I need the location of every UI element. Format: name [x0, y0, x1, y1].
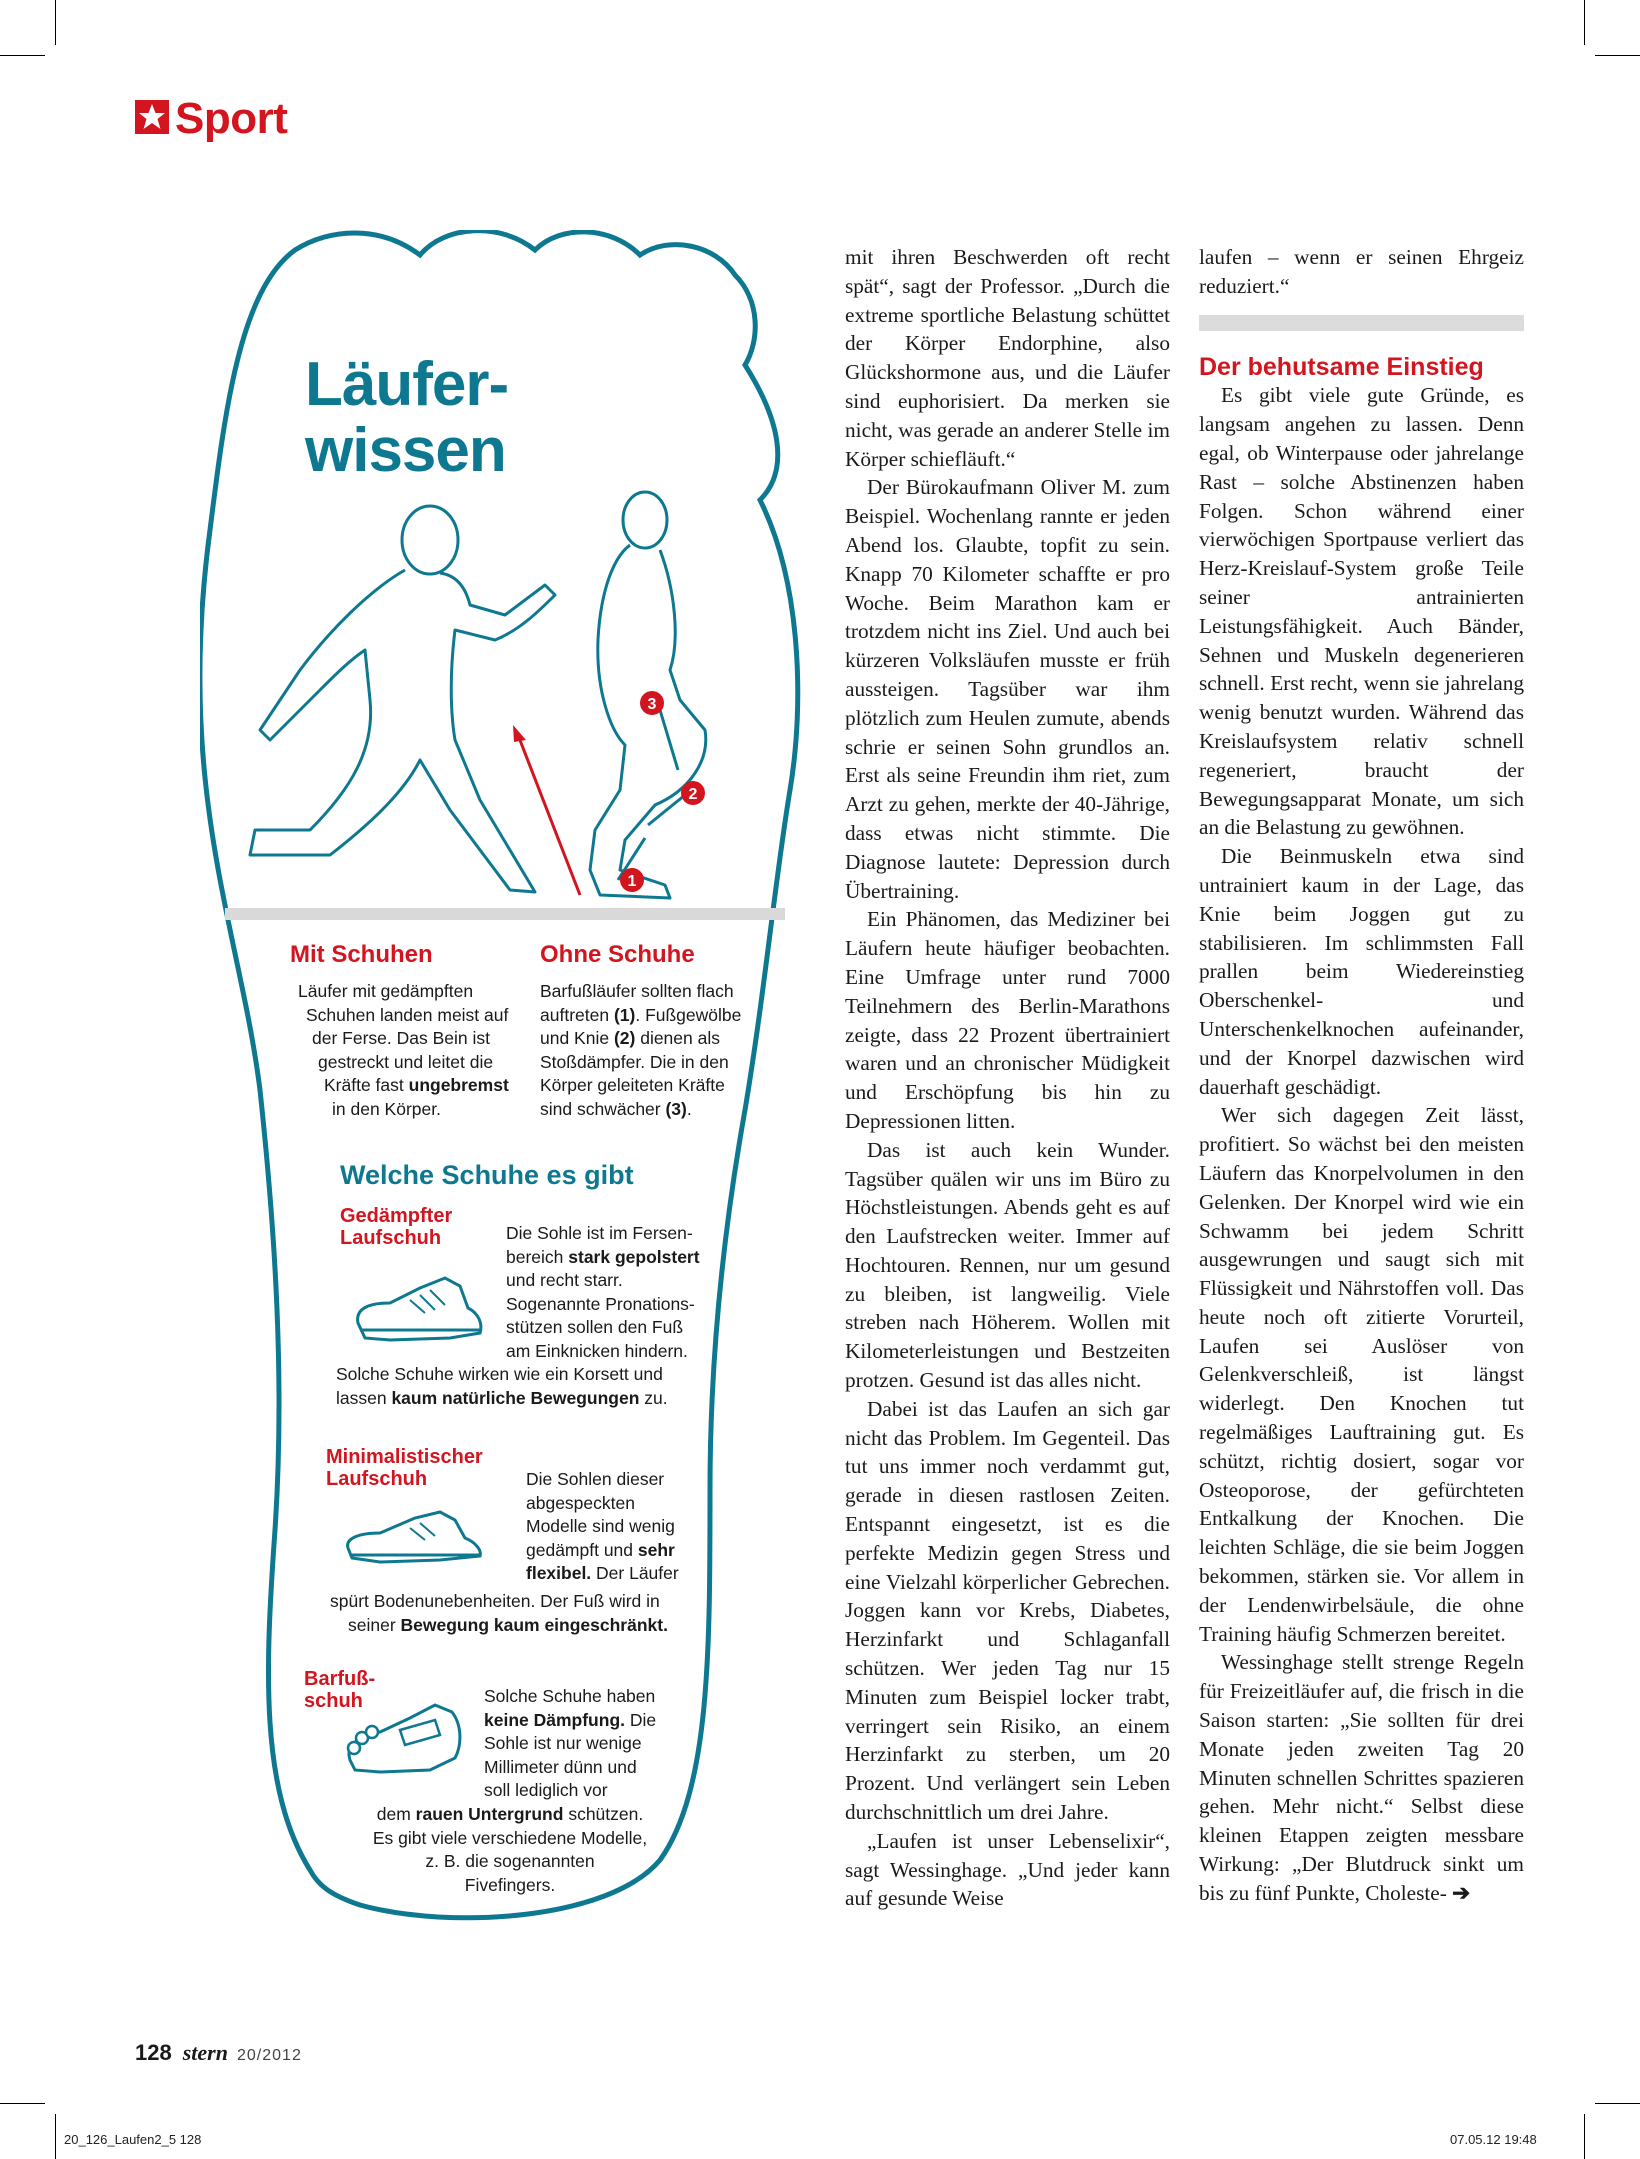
paragraph: Wer sich dagegen Zeit lässt, profitiert. So wächst bei den meisten Läufern das Knorpelvolumen in den Gelenken. Der Knorpel wird wie ein Schwamm bei jedem Schritt ausgewrungen und saugt sich mit Flüssigkeit und Nährstoffen voll. Das heute noch oft zitierte Vorurteil, Laufen sei Auslöser von Gelenkverschleiß, ist längst widerlegt. Den Knochen tut regelmäßiges Lauftraining gut. Es schützt, richtig dosiert, sogar vor Osteoporose, der gefürchteten Entkalkung der Knochen. Die leichten Schläge, die sie beim Joggen bekommen, stärken sie. Vor allem in der Lendenwirbelsäule, die ohne Training häufig Schmerzen bereitet. — [1199, 1103, 1524, 1646]
text-line: Läufer mit gedämpften — [298, 981, 474, 1001]
emphasis-text: (2) — [613, 1028, 636, 1048]
text-line: auftreten — [540, 1004, 614, 1025]
with-shoes-text — [298, 980, 548, 1121]
text-line: der Ferse. Das Bein ist — [312, 1028, 490, 1048]
text-line: am Einknicken hindern. — [506, 1340, 688, 1361]
article-column-1 — [845, 243, 1170, 1913]
paragraph: Wessinghage stellt strenge Regeln für Freizeitläufer auf, die frisch in die Saison starten: „Sie sollten für drei Monate jeden zweiten Tag 20 Minuten schnellen Schrittes spazieren gehen. Mehr nicht.“ Selbst diese kleinen Etappen zeigten messbare Wirkung: „Der Blutdruck sinkt um bis zu fünf Punkte, Choleste- — [1199, 1650, 1524, 1905]
page-footer — [135, 2040, 302, 2066]
text-line: in den Körper. — [332, 1098, 441, 1119]
section-title: Sport — [175, 94, 288, 143]
text-line: Fivefingers. — [464, 1874, 556, 1895]
article-column-2 — [1199, 243, 1524, 1908]
with-shoes-title: Mit Schuhen — [290, 941, 433, 968]
emphasis-text: kaum natürliche Bewegungen — [391, 1387, 640, 1408]
text-line: Die Sohlen dieser — [526, 1469, 665, 1489]
paragraph: Ein Phänomen, das Mediziner bei Läufern heute häufiger beobachten. Eine Umfrage unter rund 7000 Teilnehmern des Berlin-Marathons zeigte, dass 22 Prozent übertrainiert waren und an chronischer Müdigkeit und Erschöpfung bis hin zu Depressionen litten. — [845, 907, 1170, 1133]
text-line: dem — [376, 1804, 416, 1824]
shoe1-name — [340, 1205, 452, 1249]
text-line: Stoßdämpfer. Die in den — [540, 1051, 729, 1072]
infographic-headline — [305, 352, 508, 484]
paragraph: Der Bürokaufmann Oliver M. zum Beispiel. Wochenlang rannte er jeden Abend los. Glaubte, topfit zu sein. Knapp 70 Kilometer schaffte er pro Woche. Beim Marathon kam er trotzdem nicht ins Ziel. Und auch bei kürzeren Volksläufen musste er früh aussteigen. Tagsüber war ihm plötzlich zum Heulen zumute, abends schrie er seinen Sohn grundlos an. Erst als seine Freundin ihm riet, zum Arzt zu gehen, merkte der 40-Jährige, dass etwas nicht stimmte. Die Diagnose lautete: Depression durch Übertraining. — [845, 475, 1170, 903]
text-line: Die — [625, 1709, 657, 1730]
shoe1-name-line-2: Laufschuh — [340, 1227, 442, 1249]
barefoot-shoe-icon — [340, 1690, 470, 1780]
text-line: Solche Schuhe haben — [484, 1686, 656, 1706]
headline-line-2: wissen — [305, 416, 506, 485]
text-line: z. B. die sogenannten — [425, 1851, 595, 1871]
text-line: schützen. — [563, 1804, 644, 1824]
shoe3-text-right — [484, 1685, 684, 1803]
paragraph: Das ist auch kein Wunder. Tagsüber quälen wir uns im Büro zu Höchstleistungen. Abends geht es auf den Laufstrecken weiter. Immer auf Hochtouren. Rennen, nur um gesund zu bleiben, ist langweilig. Viele streben nach Höherem. Wollen mit Kilometerleistungen und Bestzeiten protzen. Gesund ist das alles nicht. — [845, 1137, 1170, 1393]
minimal-shoe-icon — [340, 1500, 490, 1570]
shoe2-name — [326, 1446, 483, 1490]
emphasis-text: (3) — [665, 1098, 687, 1119]
marker-2-label: 2 — [688, 786, 698, 803]
page-number: 128 — [135, 2040, 172, 2065]
article-subhead: Der behutsame Einstieg — [1199, 352, 1484, 381]
paragraph: Dabei ist das Laufen an sich gar nicht das Problem. Im Gegenteil. Das tut uns immer noch verdammt gut, gerade in diesen rastlosen Zeiten. Entspannt eingesetzt, ist es die perfekte Medizin gegen Stress und eine Vielzahl körperlicher Gebrechen. Joggen kann vor Krebs, Diabetes, Herzinfarkt und Schlaganfall schützen. Wer jeden Tag nur 15 Minuten zum Beispiel locker trabt, verringert sein Risiko, an einem Herzinfarkt zu sterben, um 20 Prozent. Und verlängert sein Leben durchschnittlich um drei Jahre. — [845, 1396, 1170, 1825]
paragraph: Es gibt viele gute Gründe, es langsam angehen zu lassen. Denn egal, ob Winterpause oder jahrelange Rast – solche Abstinenzen haben Folgen. Schon während einer vierwöchigen Sportpause verliert das Herz-Kreislauf-System große Teile seiner antrainierten Leistungsfähigkeit. Auch Bänder, Sehnen und Muskeln degenerieren schnell. Erst recht, wenn sie jahrelang wenig benutzt wurden. Während das Kreislaufsystem relativ schnell regeneriert, braucht der Bewegungsapparat Monate, um sich an die Belastung zu gewöhnen. — [1199, 383, 1524, 840]
text-line: Der Läufer — [591, 1563, 679, 1583]
text-line: Sohle ist nur wenige — [484, 1733, 642, 1753]
force-arrow-3 — [660, 710, 678, 770]
text-line: stützen sollen den Fuß — [506, 1317, 684, 1337]
text-line: Solche Schuhe wirken wie ein Korsett und — [336, 1364, 663, 1384]
shoe2-name-line-2: Laufschuh — [326, 1468, 428, 1490]
text-line: lassen — [336, 1387, 392, 1408]
text-line: . Fußgewölbe — [635, 1004, 742, 1025]
text-line: und Knie — [540, 1028, 614, 1048]
emphasis-text: rauen Untergrund — [415, 1804, 564, 1824]
emphasis-text: keine Dämpfung. — [484, 1709, 625, 1730]
text-line: dienen als — [635, 1028, 720, 1048]
continue-arrow-icon: ➔ — [1452, 1880, 1471, 1905]
crop-mark — [0, 55, 45, 56]
text-line: Sogenannte Pronations- — [506, 1293, 695, 1314]
crop-mark — [1595, 55, 1640, 56]
text-line: abgespeckten — [526, 1492, 635, 1513]
text-line: zu. — [639, 1387, 668, 1408]
shoe1-text-right — [506, 1222, 726, 1363]
text-line: Modelle sind wenig — [526, 1516, 675, 1536]
runner-with-shoes-icon — [250, 506, 555, 892]
emphasis-text: Bewegung kaum eingeschränkt. — [400, 1614, 668, 1635]
text-line: Kräfte fast — [324, 1075, 409, 1095]
crop-mark — [1595, 2103, 1640, 2104]
text-line: Schuhen landen meist auf — [306, 1004, 509, 1025]
shoes-section-title: Welche Schuhe es gibt — [340, 1160, 634, 1190]
emphasis-text: ungebremst — [408, 1075, 509, 1095]
emphasis-text: sehr — [637, 1539, 675, 1560]
emphasis-text: (1) — [613, 1004, 636, 1025]
marker-1-label: 1 — [627, 873, 637, 890]
text-line: Es gibt viele verschiedene Modelle, — [372, 1827, 648, 1848]
crop-mark — [55, 0, 56, 45]
text-line: Barfußläufer sollten flach — [540, 981, 734, 1001]
crop-mark — [0, 2103, 45, 2104]
text-line: sind schwächer — [540, 1098, 666, 1119]
magazine-logo: stern — [182, 2040, 228, 2065]
text-line: und recht starr. — [506, 1270, 623, 1290]
text-line: soll lediglich vor — [484, 1780, 608, 1800]
text-line: Körper geleiteten Kräfte — [540, 1075, 725, 1095]
shoe2-text-bottom — [330, 1590, 730, 1637]
crop-mark — [1584, 2114, 1585, 2159]
emphasis-text: stark gepolstert — [568, 1246, 700, 1267]
arrow-head-icon — [513, 725, 526, 742]
crop-mark — [55, 2114, 56, 2159]
text-line: seiner — [348, 1614, 401, 1635]
paragraph: mit ihren Beschwerden oft recht spät“, sagt der Professor. „Durch die extreme sportliche Belastung schüttet der Körper Endorphine, also Glückshormone aus, und die Läufer sind euphorisiert. Da merken sie nicht, was gerade an anderer Stelle im Körper schiefläuft.“ — [845, 245, 1170, 471]
shoe2-name-line-1: Minimalistischer — [326, 1446, 483, 1468]
paragraph: laufen – wenn er seinen Ehrgeiz reduziert.“ — [1199, 245, 1524, 298]
shoe1-name-line-1: Gedämpfter — [340, 1205, 453, 1227]
cushioned-shoe-icon — [350, 1268, 490, 1348]
text-line: Die Sohle ist im Fersen- — [506, 1223, 693, 1243]
paragraph: Die Beinmuskeln etwa sind untrainiert kaum in der Lage, das Knie beim Joggen gut zu stabilisieren. Im schlimmsten Fall prallen beim Wiedereinstieg Oberschenkel- und Unterschenkelknochen aufeinander, und der Knorpel dazwischen wird dauerhaft geschädigt. — [1199, 844, 1524, 1099]
slug-file: 20_126_Laufen2_5 128 — [64, 2132, 202, 2147]
shoe2-text-right — [526, 1468, 726, 1586]
slug-datetime: 07.05.12 19:48 — [1450, 2132, 1537, 2147]
text-line: Millimeter dünn und — [484, 1756, 637, 1777]
force-arrow — [518, 735, 580, 895]
issue-number: 20/2012 — [237, 2047, 302, 2064]
headline-line-1: Läufer- — [305, 350, 509, 419]
without-shoes-text — [540, 980, 780, 1121]
divider-bar — [1199, 315, 1524, 331]
emphasis-text: flexibel. — [526, 1563, 592, 1583]
shoe3-name-line-1: Barfuß- — [304, 1668, 376, 1690]
text-line: spürt Bodenunebenheiten. Der Fuß wird in — [330, 1591, 660, 1611]
paragraph: „Laufen ist unser Lebenselixir“, sagt Wessinghage. „Und jeder kann auf gesunde Weise — [845, 1828, 1170, 1911]
crop-mark — [1584, 0, 1585, 45]
marker-3-label: 3 — [647, 696, 657, 713]
shoe3-text-bottom — [340, 1803, 680, 1897]
without-shoes-title: Ohne Schuhe — [540, 941, 695, 968]
text-line: . — [686, 1098, 692, 1119]
shoe3-name-line-2: schuh — [304, 1690, 363, 1712]
text-line: gedämpft und — [526, 1539, 638, 1560]
text-line: gestreckt und leitet die — [318, 1051, 494, 1072]
ground-line — [225, 908, 785, 920]
stern-star-icon — [135, 100, 169, 134]
text-line: bereich — [506, 1246, 569, 1267]
shoe1-text-bottom — [336, 1363, 736, 1410]
